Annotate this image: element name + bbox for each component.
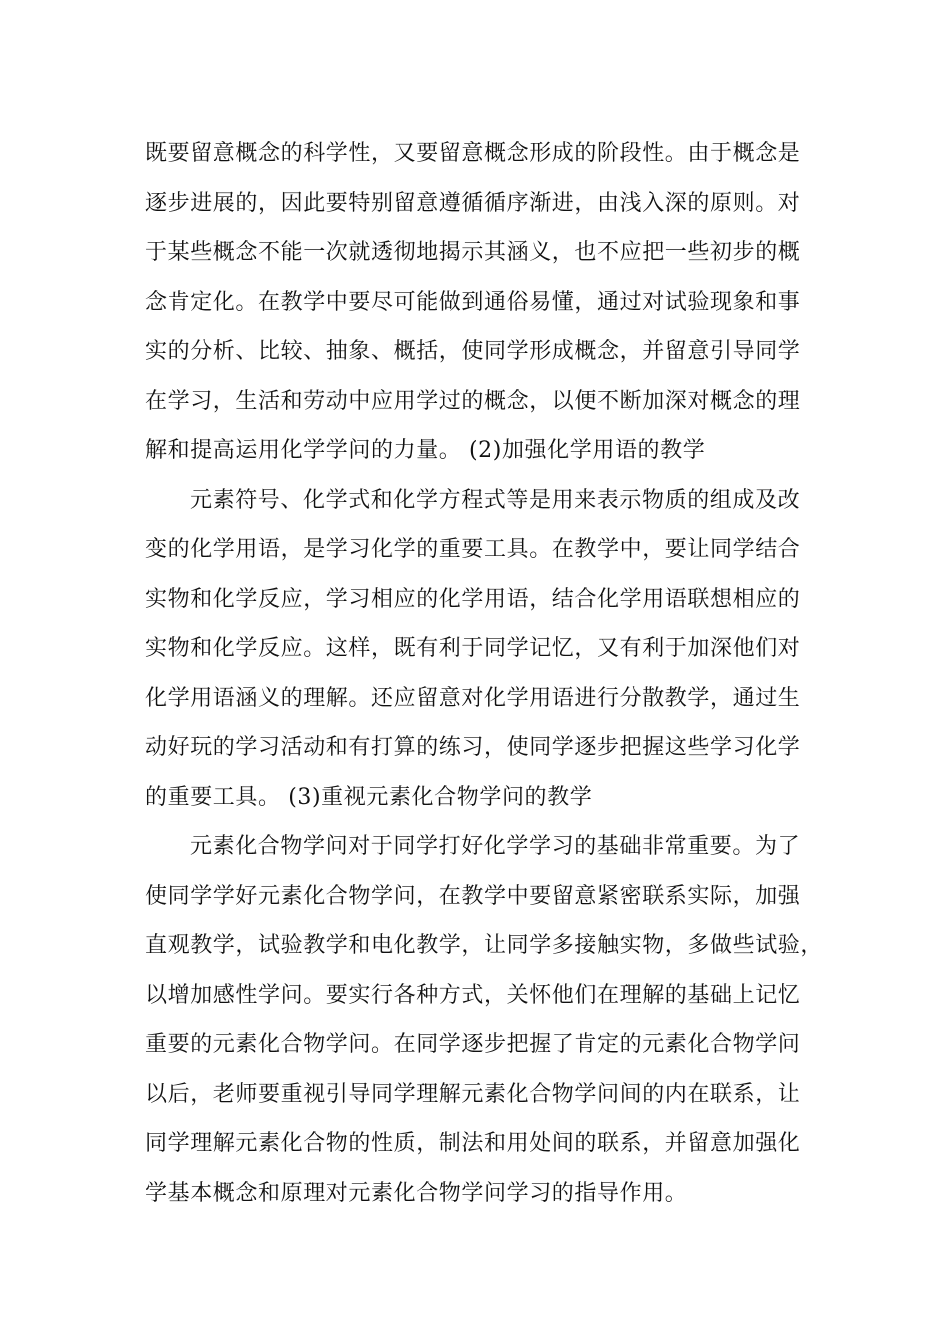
document-body <box>145 129 825 1218</box>
text-line: 念肯定化。在教学中要尽可能做到通俗易懂，通过对试验现象和事 <box>145 289 801 315</box>
text-line: 实物和化学反应。这样，既有利于同学记忆，又有利于加深他们对 <box>145 636 801 661</box>
text-line: 同学理解元素化合物的性质，制法和用处间的联系，并留意加强化 <box>145 1131 801 1156</box>
text-line: 动好玩的学习活动和有打算的练习，使同学逐步把握这些学习化学 <box>145 735 801 760</box>
text-line: 在学习，生活和劳动中应用学过的概念，以便不断加深对概念的理 <box>145 388 801 414</box>
text-line: 以后，老师要重视引导同学理解元素化合物学问间的内在联系，让 <box>145 1081 801 1107</box>
paragraph-start-line: 元素化合物学问对于同学打好化学学习的基础非常重要。为了 <box>190 834 801 859</box>
text-line: 既要留意概念的科学性，又要留意概念形成的阶段性。由于概念是 <box>145 141 801 166</box>
paragraph-start-line: 元素符号、化学式和化学方程式等是用来表示物质的组成及改 <box>190 487 801 513</box>
text-line: 实的分析、比较、抽象、概括，使同学形成概念，并留意引导同学 <box>145 339 801 364</box>
text-line: 直观教学，试验教学和电化教学，让同学多接触实物，多做些试验， <box>145 933 824 958</box>
text-line: 化学用语涵义的理解。还应留意对化学用语进行分散教学，通过生 <box>145 685 801 711</box>
text-line: 于某些概念不能一次就透彻地揭示其涵义，也不应把一些初步的概 <box>145 240 801 265</box>
text-line-heading-3: 的重要工具。 (3)重视元素化合物学问的教学 <box>145 784 593 810</box>
text-line: 以增加感性学问。要实行各种方式，关怀他们在理解的基础上记忆 <box>145 982 801 1008</box>
text-line: 学基本概念和原理对元素化合物学问学习的指导作用。 <box>145 1180 688 1206</box>
text-line: 使同学学好元素化合物学问，在教学中要留意紧密联系实际，加强 <box>145 883 801 909</box>
text-line: 变的化学用语，是学习化学的重要工具。在教学中，要让同学结合 <box>145 537 801 562</box>
text-line: 重要的元素化合物学问。在同学逐步把握了肯定的元素化合物学问 <box>145 1032 801 1057</box>
text-line-heading-2: 解和提高运用化学学问的力量。 (2)加强化学用语的教学 <box>145 438 706 463</box>
text-line: 实物和化学反应，学习相应的化学用语，结合化学用语联想相应的 <box>145 586 801 612</box>
text-line: 逐步进展的，因此要特别留意遵循循序渐进，由浅入深的原则。对 <box>145 190 801 216</box>
